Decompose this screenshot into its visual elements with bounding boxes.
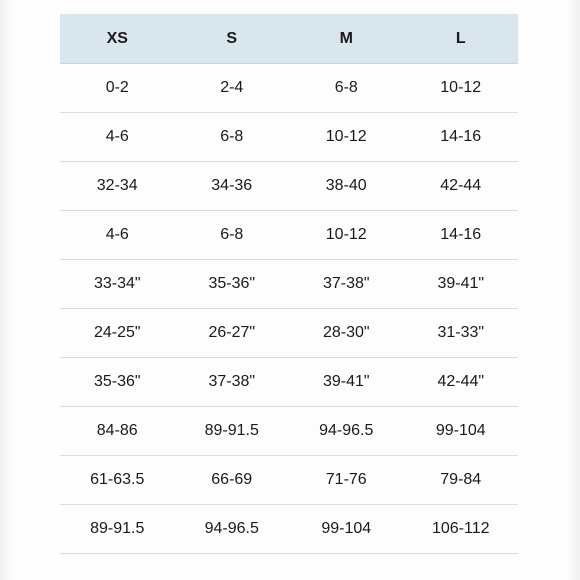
table-cell: 6-8 [289,64,404,113]
table-cell: 10-12 [404,64,519,113]
table-cell: 71-76 [289,456,404,505]
table-cell: 39-41" [289,358,404,407]
table-row [60,113,518,162]
table-cell: 61-63.5 [60,456,175,505]
table-cell: 42-44" [404,358,519,407]
size-chart-body [60,64,518,554]
table-row [60,309,518,358]
table-cell: 6-8 [175,211,290,260]
table-cell: 35-36" [175,260,290,309]
table-cell: 6-8 [175,113,290,162]
header-cell-m: M [289,14,404,64]
header-row [60,14,518,64]
table-row [60,358,518,407]
table-cell: 24-25" [60,309,175,358]
table-cell: 14-16 [404,113,519,162]
table-cell: 106-112 [404,505,519,554]
table-cell: 99-104 [404,407,519,456]
header-cell-l: L [404,14,519,64]
table-row [60,64,518,113]
right-edge-shade [566,0,580,580]
table-cell: 94-96.5 [289,407,404,456]
left-edge-shade [0,0,14,580]
table-row [60,505,518,554]
table-cell: 10-12 [289,113,404,162]
table-cell: 39-41" [404,260,519,309]
table-cell: 4-6 [60,211,175,260]
table-cell: 0-2 [60,64,175,113]
table-cell: 37-38" [175,358,290,407]
table-cell: 34-36 [175,162,290,211]
table-cell: 37-38" [289,260,404,309]
table-cell: 89-91.5 [60,505,175,554]
table-cell: 26-27" [175,309,290,358]
table-cell: 28-30" [289,309,404,358]
table-cell: 66-69 [175,456,290,505]
header-cell-s: S [175,14,290,64]
table-row [60,260,518,309]
table-row [60,162,518,211]
table-cell: 14-16 [404,211,519,260]
size-chart-header [60,14,518,64]
table-cell: 99-104 [289,505,404,554]
header-cell-xs: XS [60,14,175,64]
table-cell: 94-96.5 [175,505,290,554]
size-chart-table [60,14,518,554]
table-cell: 89-91.5 [175,407,290,456]
table-cell: 38-40 [289,162,404,211]
table-cell: 35-36" [60,358,175,407]
table-cell: 79-84 [404,456,519,505]
table-cell: 33-34" [60,260,175,309]
table-cell: 2-4 [175,64,290,113]
table-cell: 42-44 [404,162,519,211]
table-cell: 31-33" [404,309,519,358]
table-cell: 84-86 [60,407,175,456]
table-row [60,407,518,456]
table-cell: 32-34 [60,162,175,211]
table-row [60,456,518,505]
table-cell: 10-12 [289,211,404,260]
table-row [60,211,518,260]
table-cell: 4-6 [60,113,175,162]
